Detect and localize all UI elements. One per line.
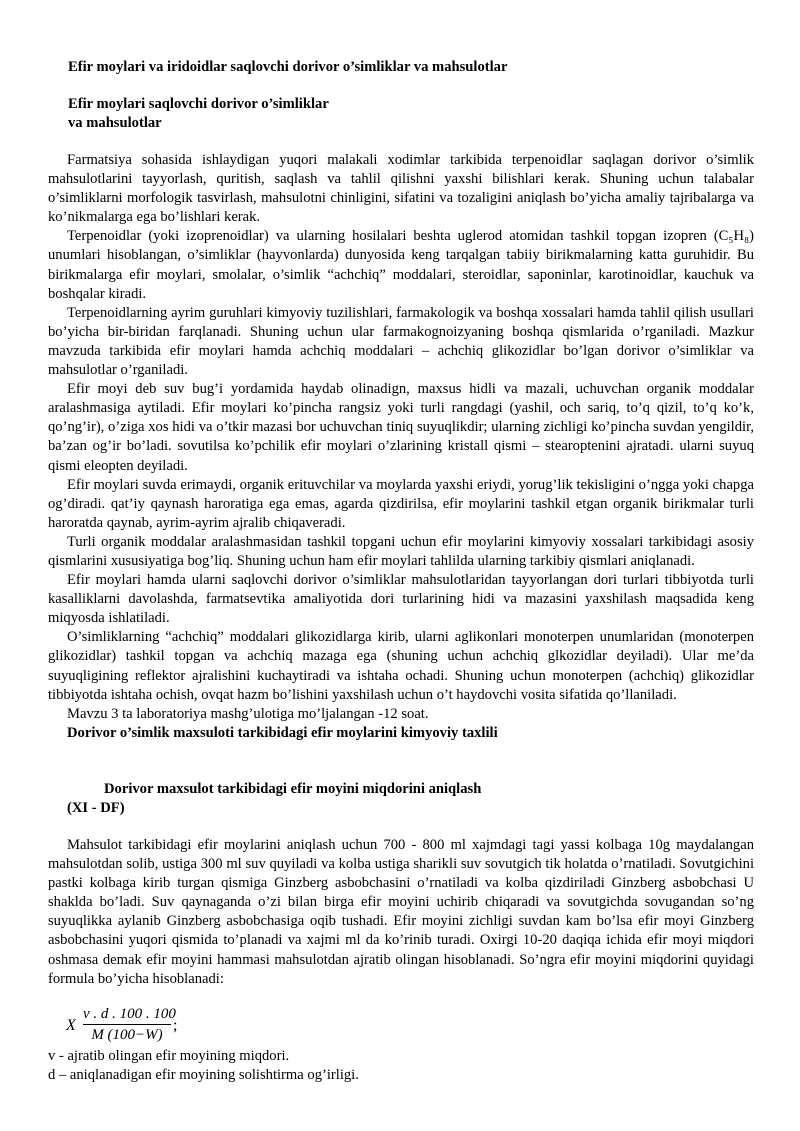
method-text xyxy=(48,836,754,989)
lab-title: Dorivor o’simlik maxsuloti tarkibidagi efir moylarini kimyoviy taxlili xyxy=(67,724,498,741)
formula-numerator: v . d . 100 . 100 xyxy=(83,1006,176,1022)
formula-lhs: X xyxy=(66,1017,76,1034)
lab-hours-line: Mavzu 3 ta laboratoriya mashg’ulotiga mo’ljalangan -12 soat. xyxy=(67,705,429,722)
formula-denominator: M (100−W) xyxy=(91,1027,163,1043)
subtitle-line-1: Efir moylari saqlovchi dorivor o’simliklar xyxy=(68,96,329,112)
section-heading-line-2: (XI - DF) xyxy=(67,800,125,817)
section-heading xyxy=(67,780,481,818)
formula-terminator: ; xyxy=(173,1017,178,1034)
paragraph: O’simliklarning “achchiq” moddalari glikozidlarga kirib, ularni aglikonlari monoterpen unumlaridan (monoterpen glikozidlar) tashkil topgan va achchiq mazaga ega (shuning uchun achchiq glkozidlar deyiladi). Ular me’da suyuqligining reflektor ajralishini kuchaytiradi va ishtaha ochadi. Shuning uchun monoterpen (achchiq) glikozidlar tibbiyotda ishtaha ochish, ovqat hazm bo’lishini yaxshilash uchun o’t haydovchi vosita sifatida qo’llaniladi. xyxy=(48,629,754,703)
paragraph: Farmatsiya sohasida ishlaydigan yuqori malakali xodimlar tarkibida terpenoidlar saqlagan dorivor o’simlik mahsulotlarini tayyorlash, quritish, saqlash va tahlil qilishni yaxshi bilishlari kerak. Shuning uchun talabalar o’simliklarni morfologik tasvirlash, mahsulotni chinligini, sifatini va tozaligini aniqlash bo’yicha amaliy tajribalarga va ko’nikmalarga ega bo’lishlari kerak. xyxy=(48,152,754,226)
paragraph: Terpenoidlar (yoki izoprenoidlar) va ularning hosilalari beshta uglerod atomidan tashkil topgan izopren (C₅H₈) unumlari hisoblangan, o’simliklar (hayvonlarda) dunyosida keng tarqalgan tabiiy birikmalarning katta guruhidir. Bu birikmalarga efir moylari, smolalar, o’simlik “achchiq” moddalari, steroidlar, saponinlar, karotinoidlar, kauchuk va boshqalar kiradi. xyxy=(48,228,754,302)
paragraph: Efir moylari hamda ularni saqlovchi dorivor o’simliklar mahsulotlaridan tayyorlangan dori turlari tibbiyotda turli kasalliklarni davolashda, farmatsevtika amaliyotida dori turlarining hidi va mazasini yaxshilash maqsadida keng miqyosda ishlatiladi. xyxy=(48,572,754,627)
subtitle-line-2: va mahsulotlar xyxy=(68,115,162,131)
definition-item: v - ajratib olingan efir moyining miqdori. xyxy=(48,1048,290,1064)
fraction-bar xyxy=(83,1024,171,1025)
definitions-list xyxy=(48,1047,359,1085)
intro-text xyxy=(48,151,754,743)
paragraph: Turli organik moddalar aralashmasidan tashkil topgani uchun efir moylarini kimyoviy xossalari tarkibidagi asosiy qismlarini xususiyatiga bog’liq. Shuning uchun ham efir moylari tahlilda ularning tarkibiy qismlari aniqlanadi. xyxy=(48,533,754,569)
paragraph: Efir moylari suvda erimaydi, organik erituvchilar va moylarda yaxshi eriydi, yorug’lik tekisligini o’ngga yoki chapga og’diradi. qat’iy qaynash haroratiga ega emas, agarda qizdirilsa, efir moylarini tashkil etgan organik birikmalar turli haroratda qaynab, ayrim-ayrim ajralib chiqaveradi. xyxy=(48,476,754,531)
document-title: Efir moylari va iridoidlar saqlovchi dorivor o’simliklar va mahsulotlar xyxy=(68,59,508,75)
definition-item: d – aniqlanadigan efir moyining solishtirma og’irligi. xyxy=(48,1067,359,1084)
method-paragraph: Mahsulot tarkibidagi efir moylarini aniqlash uchun 700 - 800 ml xajmdagi tagi yassi kolbaga 10g maydalangan mahsulotdan solib, ustiga 300 ml suv quyiladi va kolba ustiga sharikli suv sovutgich tik holatda o’rnatiladi. Sovutgichini pastki kolbaga kirib turgan qismiga Ginzberg asbobchasini o’rnatiladi va kolba qizdiriladi Ginzberg asbobchasi U shaklda bo’ladi. Suv qaynaganda o’zi bilan birga efir moyini uchirib chiqaradi va sovutgichda sovugandan so’ng suyuqlikka aylanib Ginzberg asbobchasiga oqib tushadi. Efir moyini zichligi suvdan kam bo’lsa efir moyi Ginzberg asbobchasini yuqori qismida to’planadi va xajmi ml da ko’rinib turadi. Oxirgi 10-20 daqiqa ichida efir moyi miqdori oshmasa demak efir moyini hammasi mahsulotdan ajratib olingan hisoblanadi. So’ngra efir moyini miqdorini quyidagi formula bo’yicha hisoblanadi: xyxy=(48,837,754,987)
paragraph: Efir moyi deb suv bug’i yordamida haydab olinadign, maxsus hidli va mazali, uchuvchan organik moddalar aralashmasiga aytiladi. Efir moylari ko’pincha rangsiz yoki turli rangdagi (yashil, och sariq, to’q qizil, to’q ko’k, qo’ng’ir), o’ziga xos hidi va o’tkir mazasi bor uchuvchan tiniq suyuqlikdir; ularning zichligi ko’pincha suvdan yengildir, ba’zan og’ir bo’ladi. sovutilsa ko’pchilik efir moylari o’zlarining kristall qismi – stearoptenini ajratadi. ularni suyuq qismi eleopten deyiladi. xyxy=(48,381,754,474)
formula-fraction xyxy=(83,1005,176,1045)
section-subtitle xyxy=(68,95,329,133)
paragraph: Terpenoidlarning ayrim guruhlari kimyoviy tuzilishlari, farmakologik va boshqa xossalari hamda tahlil qilish usullari bo’yicha bir-biridan farqlanadi. Shuning uchun ular farmakognoizyaning boshqa qismlarida o’rganiladi. Mazkur mavzuda tarkibida efir moylari hamda achchiq moddalari – achchiq glikozidlar bo’lgan dorivor o’simliklar va mahsulotlar o’rganiladi. xyxy=(48,304,754,379)
section-heading-line-1: Dorivor maxsulot tarkibidagi efir moyini miqdorini aniqlash xyxy=(104,781,482,797)
